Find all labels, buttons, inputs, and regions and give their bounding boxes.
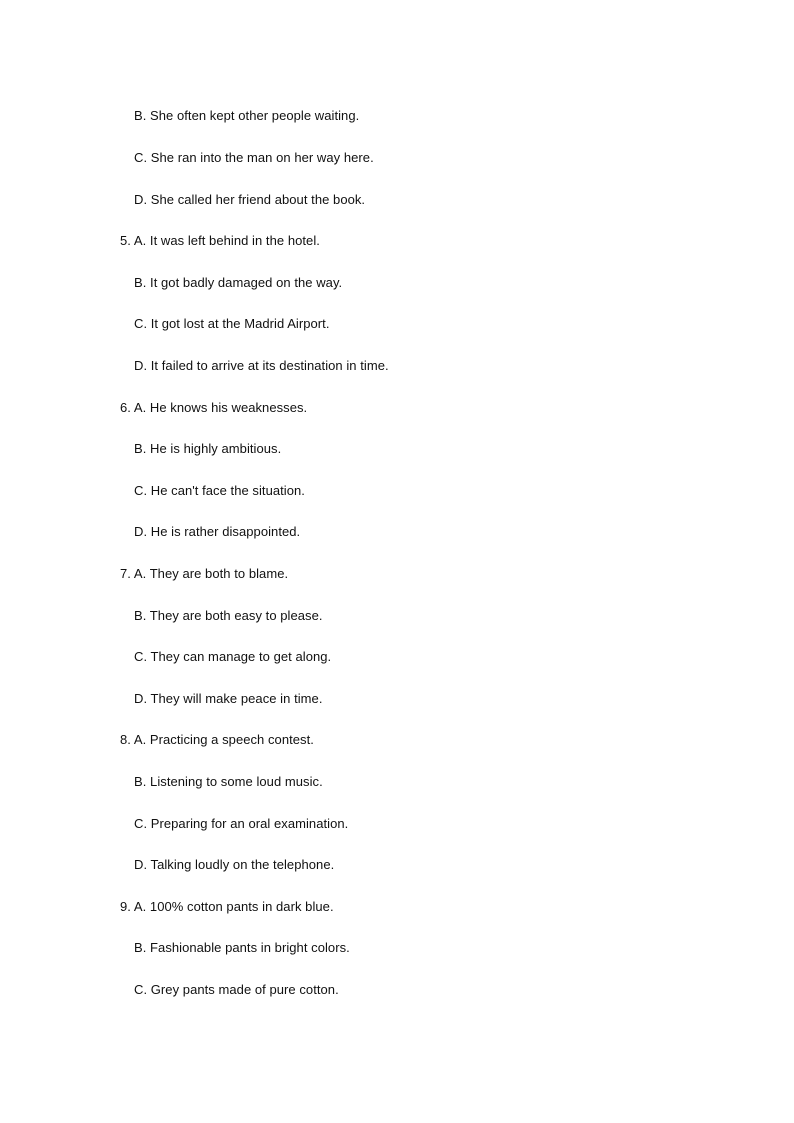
option-5b: B. It got badly damaged on the way.	[134, 275, 343, 290]
option-5c: C. It got lost at the Madrid Airport.	[134, 316, 330, 331]
option-4b: B. She often kept other people waiting.	[134, 108, 360, 123]
option-9c: C. Grey pants made of pure cotton.	[134, 982, 339, 997]
question-8-option-a: 8. A. Practicing a speech contest.	[120, 732, 314, 747]
option-4d: D. She called her friend about the book.	[134, 192, 366, 207]
option-7b: B. They are both easy to please.	[134, 608, 323, 623]
question-9-option-a: 9. A. 100% cotton pants in dark blue.	[120, 899, 334, 914]
option-8c: C. Preparing for an oral examination.	[134, 816, 349, 831]
option-6c: C. He can't face the situation.	[134, 483, 305, 498]
question-7-option-a: 7. A. They are both to blame.	[120, 566, 289, 581]
option-6d: D. He is rather disappointed.	[134, 524, 301, 539]
option-5d: D. It failed to arrive at its destination in time.	[134, 358, 389, 373]
option-9b: B. Fashionable pants in bright colors.	[134, 940, 350, 955]
question-5-option-a: 5. A. It was left behind in the hotel.	[120, 233, 320, 248]
option-8b: B. Listening to some loud music.	[134, 774, 323, 789]
question-6-option-a: 6. A. He knows his weaknesses.	[120, 400, 308, 415]
option-6b: B. He is highly ambitious.	[134, 441, 282, 456]
option-4c: C. She ran into the man on her way here.	[134, 150, 374, 165]
option-7c: C. They can manage to get along.	[134, 649, 332, 664]
option-7d: D. They will make peace in time.	[134, 691, 323, 706]
option-8d: D. Talking loudly on the telephone.	[134, 857, 335, 872]
